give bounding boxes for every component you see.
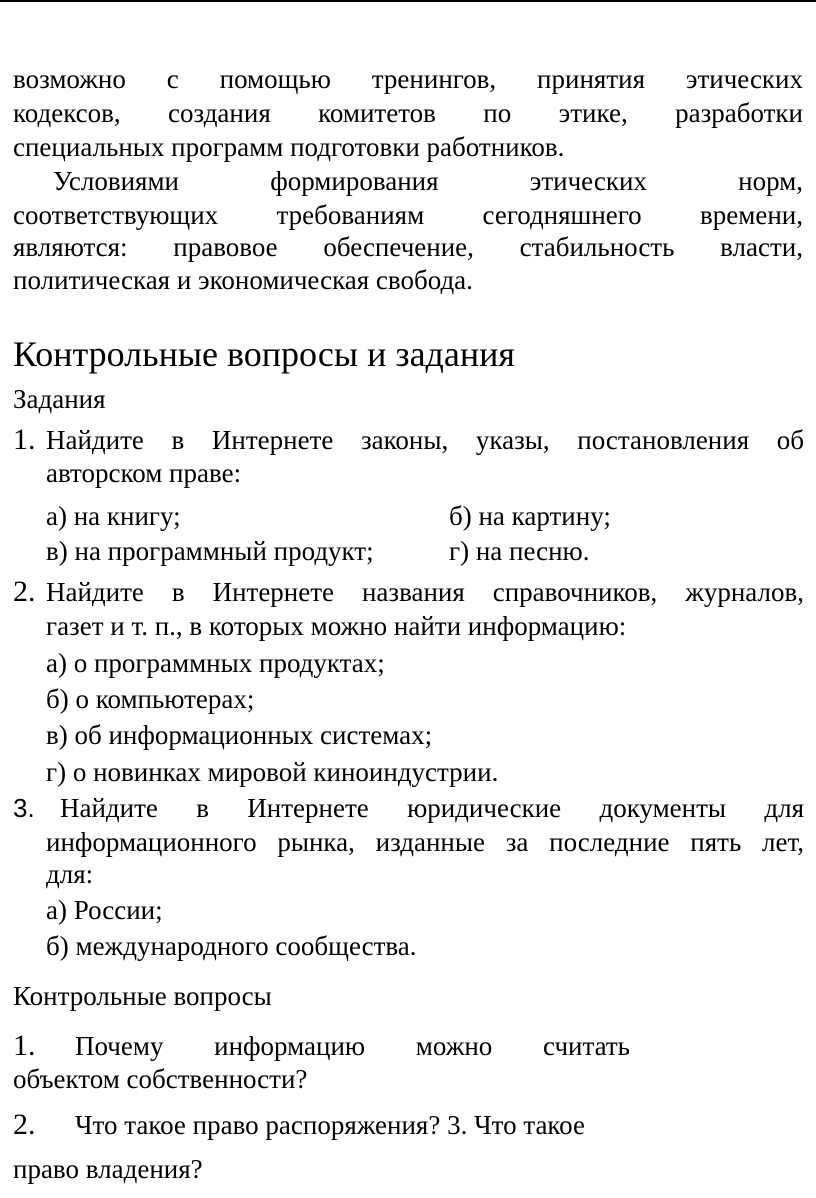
para2-line-4: политическая и экономическая свобода. — [13, 265, 473, 295]
task1-line-2: авторском праве: — [46, 458, 242, 488]
task2-line-1: Найдите в Интернете названия справочников, журналов, — [46, 577, 804, 607]
para2-line-1: Условиями формирования этических норм, — [53, 166, 803, 196]
task2-option-v: в) об информационных системах; — [46, 720, 433, 750]
q1-line-1: Почему информацию можно считать — [75, 1031, 630, 1061]
task2-number: 2. — [13, 575, 36, 608]
q2-number: 2. — [13, 1108, 36, 1141]
task1-option-b: б) на картину; — [449, 501, 611, 531]
intro-line-3: специальных программ подготовки работников. — [13, 132, 565, 162]
section-title: Контрольные вопросы и задания — [13, 334, 515, 374]
para2-line-2: соответствующих требованиям сегодняшнего времени, — [13, 200, 803, 230]
task2-option-b: б) о компьютерах; — [46, 684, 255, 714]
q1-number: 1. — [13, 1029, 36, 1062]
task2-option-a: а) о программных продуктах; — [46, 648, 385, 678]
task1-number: 1. — [13, 423, 36, 456]
task3-option-b: б) международного сообщества. — [46, 931, 417, 961]
tasks-heading: Задания — [13, 384, 106, 414]
task3-line-3: для: — [46, 859, 94, 889]
intro-line-1: возможно с помощью тренингов, принятия этических — [13, 64, 803, 94]
task3-number: 3. — [13, 793, 35, 823]
q2-line-1: Что такое право распоряжения? 3. Что такое — [75, 1110, 585, 1140]
task3-line-2: информационного рынка, изданные за последние пять лет, — [46, 827, 804, 857]
task3-option-a: а) России; — [46, 895, 163, 925]
q2-line-2: право владения? — [13, 1154, 203, 1184]
task2-option-g: г) о новинках мировой киноиндустрии. — [46, 757, 499, 787]
task1-option-v: в) на программный продукт; — [46, 536, 374, 566]
top-rule — [0, 0, 816, 2]
q1-line-2: объектом собственности? — [13, 1064, 308, 1094]
para2-line-3: являются: правовое обеспечение, стабильность власти, — [13, 232, 803, 262]
task1-line-1: Найдите в Интернете законы, указы, постановления об — [46, 425, 804, 455]
intro-line-2: кодексов, создания комитетов по этике, разработки — [13, 98, 803, 128]
task1-option-g: г) на песню. — [449, 536, 590, 566]
task3-line-1: Найдите в Интернете юридические документы для — [60, 793, 804, 823]
task2-line-2: газет и т. п., в которых можно найти информацию: — [46, 611, 627, 641]
questions-heading: Контрольные вопросы — [13, 981, 272, 1011]
task1-option-a: а) на книгу; — [46, 501, 181, 531]
